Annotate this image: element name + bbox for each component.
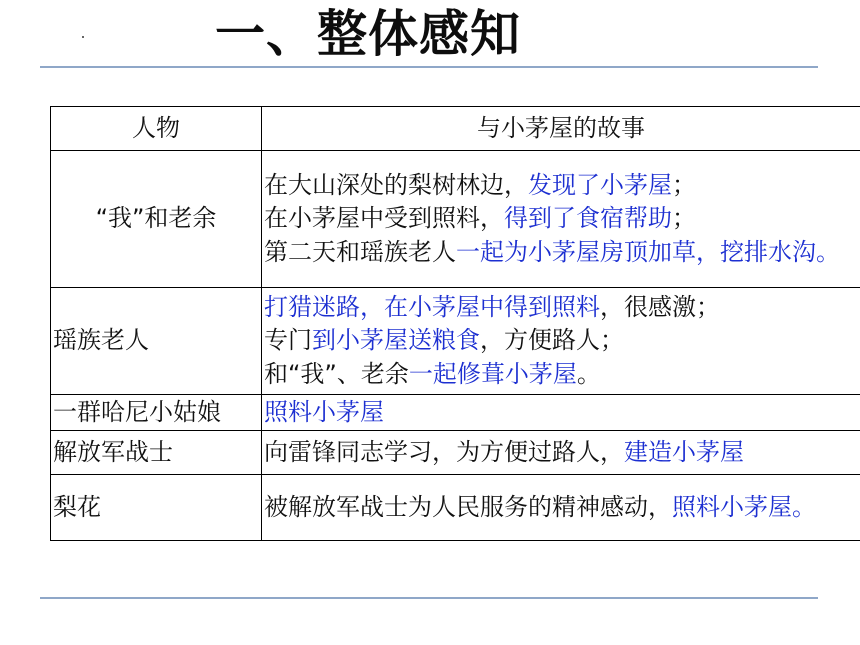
story-text: 被解放军战士为人民服务的精神感动，	[264, 492, 672, 521]
highlighted-text: 打猎迷路，在小茅屋中得到照料	[264, 292, 600, 321]
highlighted-text: 发现了小茅屋	[528, 170, 672, 199]
story-text: 。	[576, 359, 601, 388]
highlighted-text: 到小茅屋送粮食	[312, 326, 480, 355]
story-cell	[262, 475, 860, 541]
header-story: 与小茅屋的故事	[262, 107, 860, 151]
highlighted-text: 照料小茅屋。	[672, 492, 816, 521]
table-row	[51, 431, 860, 475]
character-name: “我”和老余	[51, 151, 262, 288]
highlighted-text: 建造小茅屋	[624, 437, 744, 466]
character-name: 瑶族老人	[51, 288, 262, 395]
story-text: ；	[672, 170, 696, 199]
highlighted-text: 得到了食宿帮助	[504, 204, 672, 233]
story-cell	[262, 151, 860, 288]
table-row	[51, 151, 860, 288]
stray-dot	[82, 36, 84, 38]
story-line	[264, 358, 858, 392]
story-cell	[262, 431, 860, 475]
table-row	[51, 395, 860, 431]
story-text: 在小茅屋中受到照料，	[264, 204, 504, 233]
highlighted-text: 一起为小茅屋房顶加草，挖排水沟。	[456, 237, 840, 266]
story-text: ；	[672, 204, 696, 233]
story-cell	[262, 395, 860, 431]
table-row	[51, 475, 860, 541]
story-line	[264, 291, 858, 325]
highlighted-text: 一起修葺小茅屋	[408, 359, 577, 388]
story-line	[264, 491, 858, 525]
story-text: ，方便路人；	[480, 326, 624, 355]
highlighted-text: 照料小茅屋	[264, 397, 384, 426]
story-line	[264, 236, 858, 270]
story-line	[264, 396, 858, 430]
story-cell	[262, 288, 860, 395]
story-text: 专门	[264, 326, 312, 355]
story-text: ，很感激；	[600, 292, 720, 321]
table-row	[51, 288, 860, 395]
story-table	[50, 106, 860, 541]
character-name: 解放军战士	[51, 431, 262, 475]
character-name: 梨花	[51, 475, 262, 541]
slide-title: 一、整体感知	[215, 5, 521, 63]
story-line	[264, 169, 858, 203]
character-name: 一群哈尼小姑娘	[51, 395, 262, 431]
story-line	[264, 436, 858, 470]
header-row	[51, 107, 860, 151]
bottom-rule	[40, 597, 818, 599]
title-underline	[40, 66, 818, 68]
story-text: 第二天和瑶族老人	[264, 237, 456, 266]
story-text: 向雷锋同志学习，为方便过路人，	[264, 437, 624, 466]
story-line	[264, 324, 858, 358]
header-character: 人物	[51, 107, 262, 151]
story-text: 和“我”、老余	[264, 359, 409, 388]
story-text: 在大山深处的梨树林边，	[264, 170, 528, 199]
story-line	[264, 202, 858, 236]
